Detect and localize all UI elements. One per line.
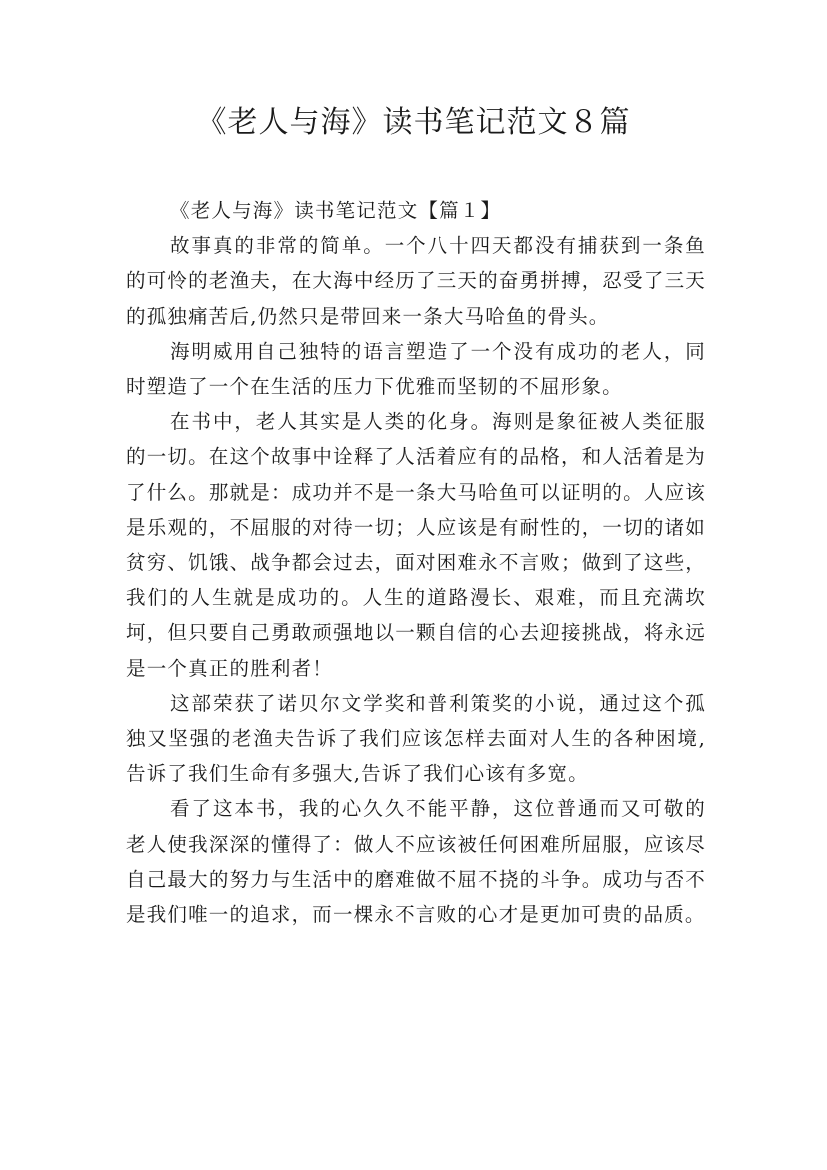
document-title: 《老人与海》读书笔记范文８篇 — [196, 105, 631, 140]
document-body — [126, 193, 706, 932]
section-heading: 《老人与海》读书笔记范文【篇１】 — [170, 199, 502, 222]
paragraph-2: 海明威用自己独特的语言塑造了一个没有成功的老人，同时塑造了一个在生活的压力下优雅而坚韧的不屈形象。 — [126, 339, 706, 399]
paragraph-4: 这部荣获了诺贝尔文学奖和普利策奖的小说，通过这个孤独又坚强的老渔夫告诉了我们应该怎样去面对人生的各种困境,告诉了我们生命有多强大,告诉了我们心该有多宽。 — [126, 691, 706, 786]
paragraph-1: 故事真的非常的简单。一个八十四天都没有捕获到一条鱼的可怜的老渔夫，在大海中经历了三天的奋勇拼搏，忍受了三天的孤独痛苦后,仍然只是带回来一条大马哈鱼的骨头。 — [126, 234, 706, 328]
paragraph-3: 在书中，老人其实是人类的化身。海则是象征被人类征服的一切。在这个故事中诠释了人活着应有的品格，和人活着是为了什么。那就是：成功并不是一条大马哈鱼可以证明的。人应该是乐观的，不屈服的对待一切；人应该是有耐性的，一切的诸如贫穷、饥饿、战争都会过去，面对困难永不言败；做到了这些，我们的人生就是成功的。人生的道路漫长、艰难，而且充满坎坷，但只要自己勇敢顽强地以一颗自信的心去迎接挑战，将永远是一个真正的胜利者！ — [126, 410, 706, 680]
paragraph-5: 看了这本书，我的心久久不能平静，这位普通而又可敬的老人使我深深的懂得了：做人不应该被任何困难所屈服，应该尽自己最大的努力与生活中的磨难做不屈不挠的斗争。成功与否不是我们唯一的追求，而一棵永不言败的心才是更加可贵的品质。 — [126, 797, 706, 927]
